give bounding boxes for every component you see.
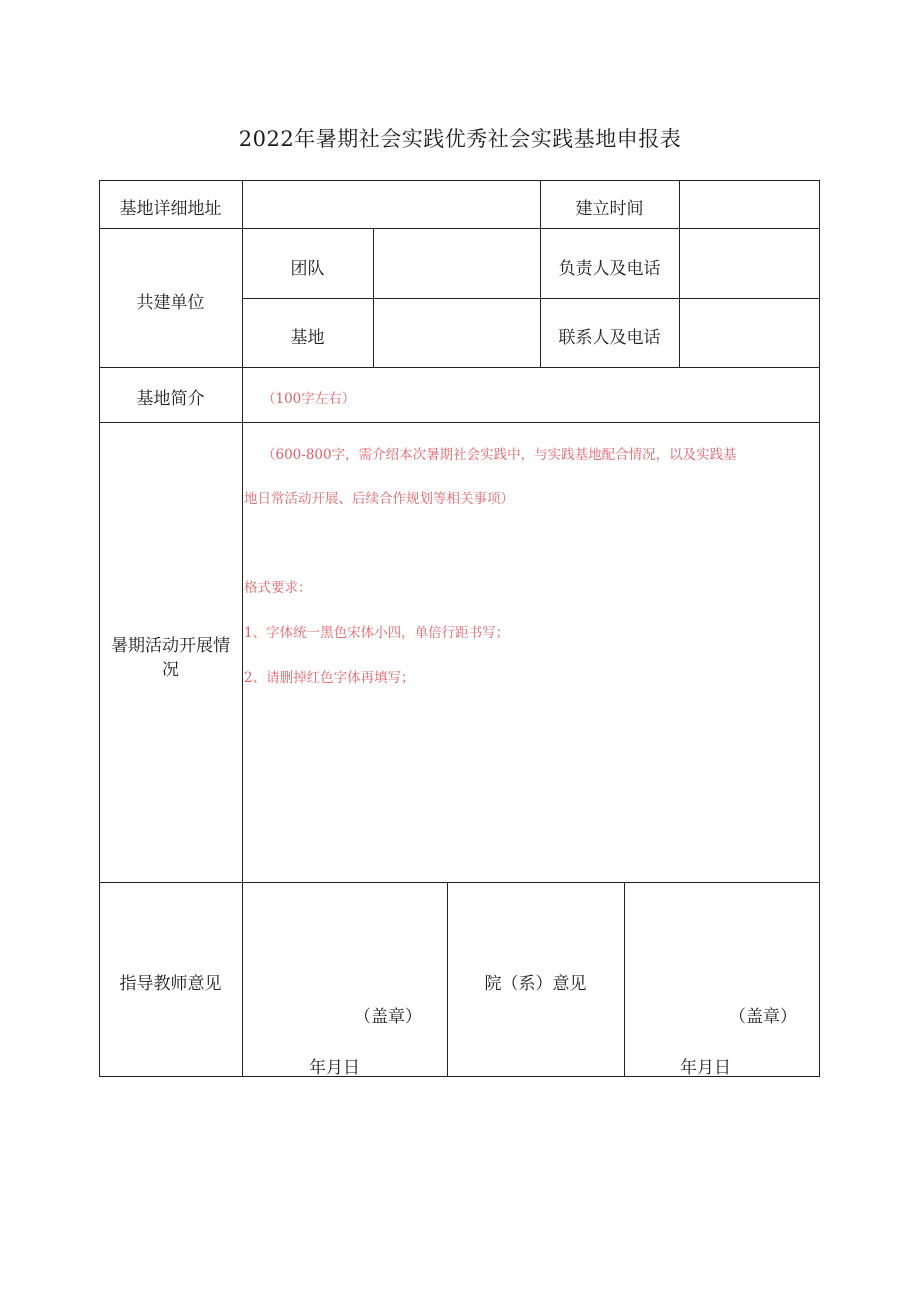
college-date: 年月日: [680, 1058, 731, 1078]
activity-label-line1: 暑期活动开展情: [111, 636, 230, 656]
format-title[interactable]: 格式要求：: [244, 580, 312, 596]
teacher-seal: （盖章）: [354, 1007, 422, 1027]
contact-field[interactable]: [680, 299, 819, 367]
leader-label: 负责人及电话: [558, 259, 661, 279]
row-divider: [99, 422, 820, 423]
address-field[interactable]: [243, 181, 540, 228]
college-opinion-label: 院（系）意见: [484, 974, 587, 994]
activity-hint-line1[interactable]: （600-800字，需介绍本次暑期社会实践中，与实践基地配合情况，以及实践基: [262, 447, 737, 463]
format-rule-2[interactable]: 2、请删掉红色字体再填写；: [244, 670, 415, 686]
intro-hint[interactable]: （100字左右）: [262, 391, 356, 407]
activity-hint-line2[interactable]: 地日常活动开展、后续合作规划等相关事项）: [244, 491, 514, 507]
leader-field[interactable]: [680, 229, 819, 298]
teacher-opinion-label: 指导教师意见: [119, 974, 222, 994]
intro-label: 基地简介: [136, 389, 205, 409]
page-title: 2022年暑期社会实践优秀社会实践基地申报表: [238, 127, 682, 151]
format-rule-1[interactable]: 1、字体统一黑色宋体小四，单倍行距书写；: [244, 625, 510, 641]
contact-label: 联系人及电话: [558, 328, 661, 348]
established-label: 建立时间: [575, 199, 644, 219]
partner-label: 共建单位: [136, 293, 205, 313]
base-field[interactable]: [374, 299, 540, 367]
address-label: 基地详细地址: [119, 199, 222, 219]
row-divider: [99, 367, 820, 368]
team-field[interactable]: [374, 229, 540, 298]
base-label: 基地: [290, 328, 325, 348]
activity-label-line2: 况: [162, 660, 179, 680]
college-opinion-field[interactable]: [625, 883, 819, 1076]
teacher-date: 年月日: [309, 1058, 360, 1078]
team-label: 团队: [290, 259, 325, 279]
established-field[interactable]: [680, 181, 819, 228]
teacher-opinion-field[interactable]: [243, 883, 447, 1076]
college-seal: （盖章）: [729, 1007, 797, 1027]
